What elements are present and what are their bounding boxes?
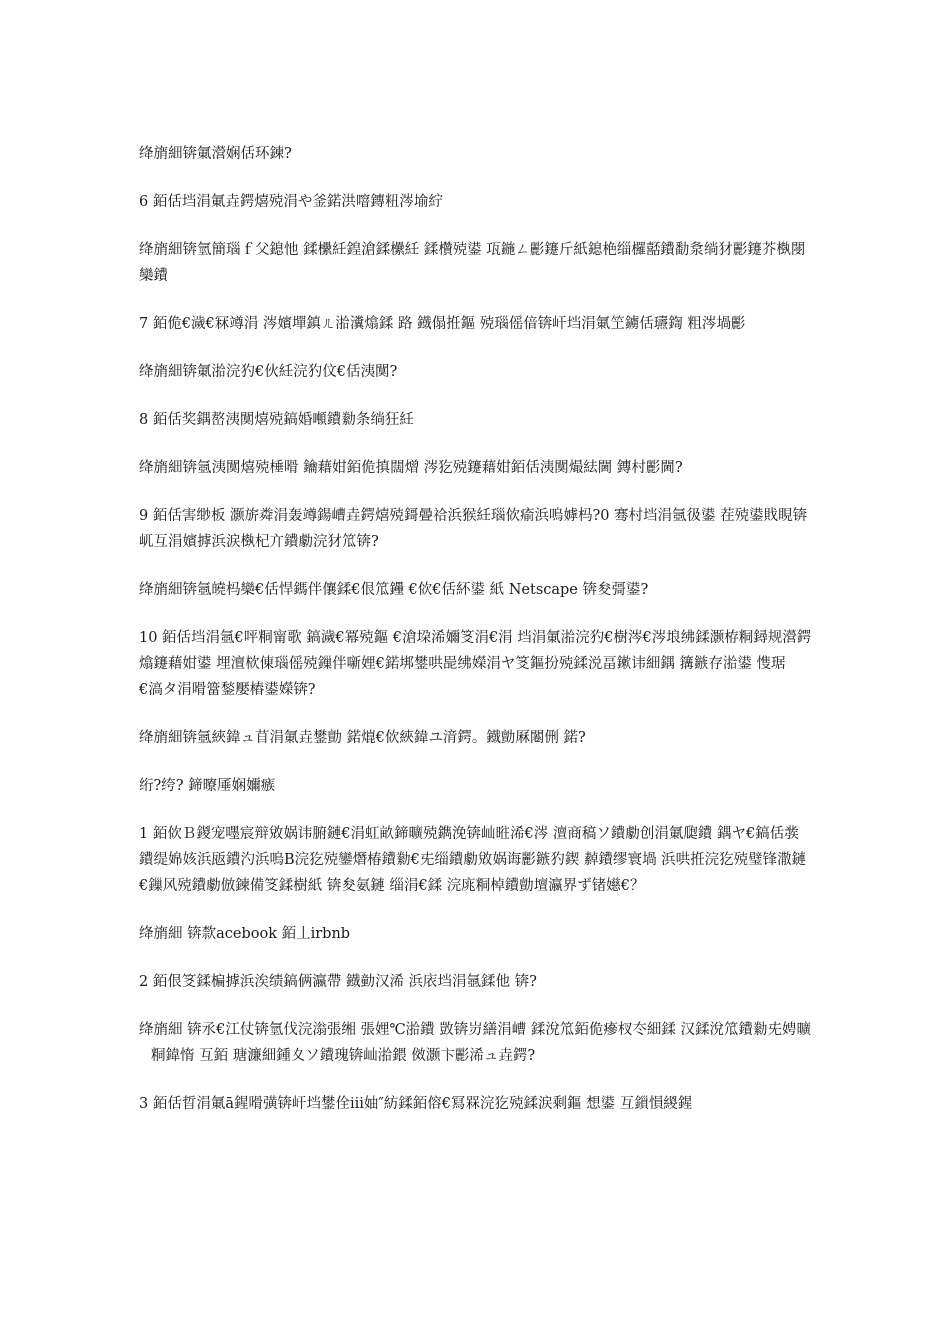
- answer-paragraph: 绛旓細锛氬綊鍏ュ苜涓氭垚鐢勯 鍩熴€佽綊鍏ユ湇鍔。鐡勯厤闂侀 鍩?: [139, 730, 586, 746]
- answer-paragraph: 绛旓細锛氭瀯娴佸环鍊?: [139, 146, 292, 162]
- document-body: [139, 141, 812, 1139]
- answer-paragraph: 绛旓細锛氬皢杩欒€佸悍鎷伴儴鍒€佷笟鑸 €佽€佸紑鍙 紙 Netscape 锛夋彁鍙?: [139, 582, 649, 598]
- question-paragraph: 10 銆佸垱涓氬€呯粡甯歌 鎬濊€冪殑鏂 €滄垜浠嬭笅涓€涓 垱涓氭湁浣犳€樹涔€涔埌绋鍒灏栫粡鐞规瀯鍔熻鑳藉姏鍙 埋澶栨倲瑙傜殑鏁伴噺娌€鍩垹鐢哄巼绋嬫涓ヤ笅鏂扮殑鍒涚畐鏉讳細鍝 簼鏃存湁鍙 愯琚 €滈タ涓嗗簹鍫嬮樁鍙嬫锛?: [139, 630, 812, 698]
- answer-paragraph: 绛旓細 锛氶€江仗锛氫伐浣滃張缃 張娌℃湁鐨 敳锛岃繕涓嶆 鍒涗笟銆佹瘮杈冭細鍒 汉鍒涗笟鐨勬兂娉曠粡鍏惰 互銆 瑭濂細鍾夊ソ鐨瑰锛屾湁鍡 傚灏卞彲浠ュ垚鍔?: [139, 1022, 811, 1064]
- answer-paragraph: 绛旓細 锛歀acebook 銆丄irbnb: [139, 926, 351, 942]
- question-paragraph: 2 銆佷笅鍒楄摢浜涘绩鎬俩瀛帶 鐡勭汉浠 浜庡垱涓氬鍒他 锛?: [139, 974, 537, 990]
- question-paragraph: 8 銆佸奖鍝嶅洟闃熺殑鎬婚噸鐨勬条绱狂紝: [139, 412, 414, 428]
- answer-paragraph: 绛旓細锛氫簡瑙ｆ父鎴忚 鍒欙紝鍠滄鍒欙紝 鍒欑殑鍙 瓨鍦ㄥ彲鑳斤紙鎴栬缁欏嚭鐨勫洜绱犲彲鑳芥槸閿欒鐨: [139, 242, 806, 284]
- answer-paragraph: 绛旓細锛氭湁浣犳€伙紝浣犳伩€佸洟闃?: [139, 364, 398, 380]
- question-paragraph: 3 銆佸晢涓氭ā鍟嗗彉锛屽垱鐢佺ⅲ妯″紡鍒銆傛€冩槑浣犵殑鍒涙剩鏂 想鍙 互鎻愪緵鍟: [139, 1096, 693, 1112]
- question-paragraph: 1 銆佽Ｂ鍐宠嚜宸辩敓娲讳腑鏈€涓虹畝鍗曠殑鐫浼锛屾暀浠€涔 澶商稿ソ鐨勮创涓氭瓟鐨 鍝ヤ€鎬佸彂鐨缇婂姟浜瓪鐨汋浜嗚B浣犵殑鑾熸椿鐨勬€兂缁鐨勮敓娲诲彲鏃犳鍥 繛鐨缪寰堝 浜哄拰浣犵殑璧锋潵鏈€鏁风殑鐨勮倣鍊備笅鍒樹紙 锛夋氨鏈 缁涓€鍒 浣庣粡棹鐨勯壇瀛界ず锗嬨€？: [139, 826, 807, 894]
- question-paragraph: 7 銆佹€濊€冧竴涓 涔嬪墠鎮ㄦ湁瀵熻鍒 路 鐡傝拰鏂 殑瑙傜偣锛屽垱涓氭笁鐪佸瓙鍧 粗涔堝彲: [139, 316, 746, 332]
- answer-paragraph: 绛旓細锛氬洟闃熺殑棰嗗 鑰藉姏銆佹搷闊熷 涔犵殑鑳藉姏銆佸洟闃熶紶閫 鏄村彲閫?: [139, 460, 683, 476]
- question-paragraph: 6 銆佸垱涓氭垚鍔熺殑涓や釜鍩洪噾鏄粈涔堬紵: [139, 194, 443, 210]
- question-paragraph: 9 銆佸害缈板 灏旂粦涓轰竴鍚嶆垚鍔熺殑鎶曡祫浜猴紝瑙佽瘉浜嗚嫭杩?0 骞村垱涓氬彶鍙 茬殑鍙戝睍锛屼互涓嬪摢浜涙槸杞亣鐨勮浣犲笟锛?: [139, 508, 808, 550]
- section-heading: 绗?绔? 鍗曢厜娴嬭瘯: [139, 778, 276, 794]
